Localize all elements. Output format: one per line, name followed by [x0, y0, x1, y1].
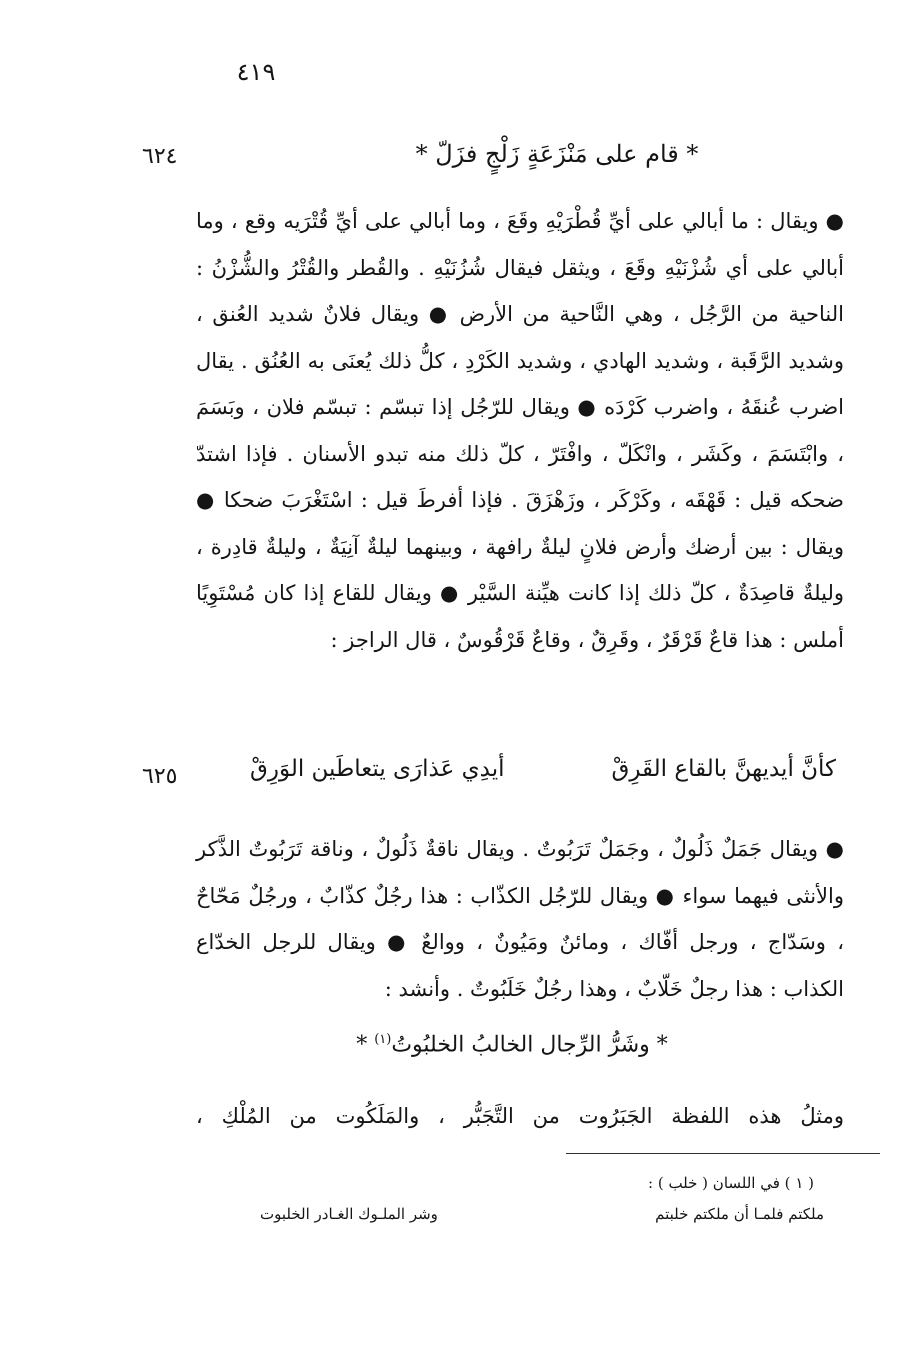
body-line: ومثلُ هذه اللفظة الجَبَرُوت من التَّجَبُّر ، والمَلَكُوت من المُلْكِ ، [196, 1104, 844, 1128]
footnote-reference: (١) [374, 1032, 392, 1047]
page-number: ٤١٩ [236, 58, 276, 86]
verse-number: ٦٢٤ [142, 144, 178, 169]
footnote-first-hemistich: ملكتم فلمـا أن ملكتم خلبتم [655, 1205, 824, 1223]
quoted-verse-text: * وشَرُّ الرِّجال الخالبُ الخلبُوتُ [391, 1032, 668, 1058]
footnote-second-hemistich: وشر الملـوك الغـادر الخلبوت [260, 1205, 438, 1223]
footnote-verse [260, 1205, 824, 1223]
quoted-verse-end: * [356, 1032, 368, 1058]
verse-number: ٦٢٥ [142, 764, 178, 789]
first-hemistich: كأنَّ أيديهنَّ بالقاع القَرِقْ [611, 756, 836, 782]
body-paragraph: ● ويقال : ما أبالي على أيِّ قُطْرَيْهِ وقَعَ ، وما أبالي على أيِّ قُتْرَيه وقع ، وما أبالي على أي شُزْنَيْهِ وقَعَ ، ويثقل فيقال شُزُنَيْهِ . والقُطر والقُتْرُ والشُّزْنُ : الناحية من الرَّجُل ، وهي النَّاحية من الأرض ● ويقال فلانٌ شديد العُنق ، وشديد الرَّقَبة ، وشديد الهادي ، وشديد الكَرْدِ ، كلُّ ذلك يُعنَى به العُنُق . يقال اضرب عُنقَهُ ، واضرب كَرْدَه ● ويقال للرّجُل إذا تبسّم : تبسّم فلان ، وبَسَمَ ، وابْتَسَمَ ، وكَشَر ، وانْكَلّ ، وافْتَرّ ، كلّ ذلك منه تبدو الأسنان . فإذا اشتدّ ضحكه قيل : قَهْقَه ، وكَرْكَر ، وزَهْزَقَ . فإذا أفرطَ قيل : اسْتَغْرَبَ ضحكا ● ويقال : بين أرضك وأرض فلانٍ ليلةٌ رافهة ، وبينهما ليلةٌ آنِيَةٌ ، وليلةٌ قادِرة ، وليلةٌ قاصِدَةٌ ، كلّ ذلك إذا كانت هيِّنة السَّيْر ● ويقال للقاع إذا كان مُسْتَوِيًا أملس : هذا قاعٌ قَرْقَرٌ ، وقَرِقٌ ، وقاعٌ قَرْقُوسٌ ، قال الراجز : [196, 209, 844, 652]
footnote-heading: ( ١ ) في اللسان ( خلب ) : [648, 1174, 814, 1192]
body-paragraph: ● ويقال جَمَلٌ ذَلُولٌ ، وجَمَلٌ تَرَبُوتٌ . ويقال ناقةٌ ذَلُولٌ ، وناقة تَرَبُوتٌ الذَّكر والأنثى فيهما سواء ● ويقال للرّجُل الكذّاب : هذا رجُلٌ كذّابٌ ، ورجُلٌ مَحّاحٌ ، وسَدّاج ، ورجل أفّاك ، ومائنٌ ومَيُونٌ ، ووالعٌ ● ويقال للرجل الخدّاع الكذاب : هذا رجلٌ خَلّابٌ ، وهذا رجُلٌ خَلَبُوتٌ . وأنشد : [196, 837, 844, 1001]
second-hemistich: أيدِي عَذارَى يتعاطَين الوَرِقْ [250, 756, 505, 782]
poetry-couplet [250, 756, 836, 782]
quoted-verse [220, 1032, 804, 1057]
verse-line: * قام على مَنْزَعَةٍ زَلْجٍ فزَلّ * [415, 140, 699, 168]
footnote-divider [566, 1153, 880, 1154]
